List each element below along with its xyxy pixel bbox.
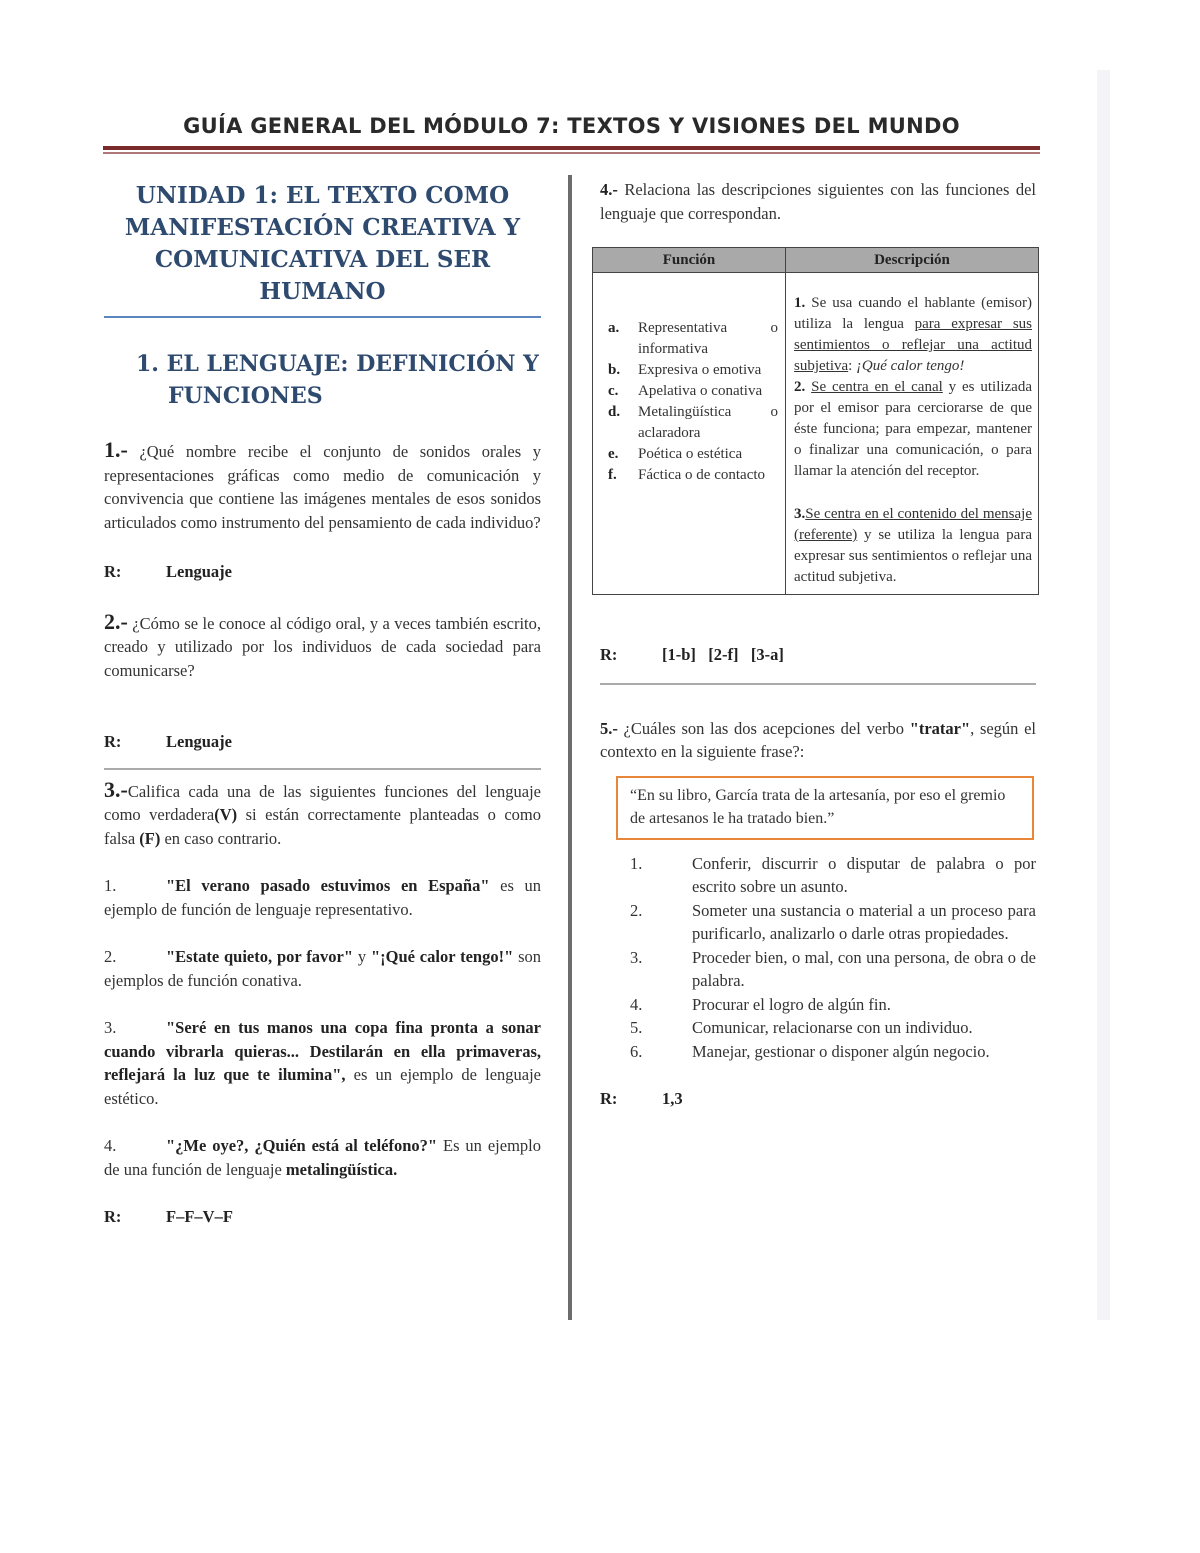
meaning-item: 3. Proceder bien, o mal, con una persona, de obra o de palabra. xyxy=(630,947,1036,990)
statement-item xyxy=(104,1134,541,1181)
answer-5 xyxy=(600,1087,1036,1111)
left-column xyxy=(104,178,541,1229)
item-quote: "¡Qué calor tengo!" xyxy=(370,947,514,966)
item-quote: "El verano pasado estuvimos en España" xyxy=(166,876,490,895)
quote-box: “En su libro, García trata de la artesanía, por eso el gremio de artesanos le ha tratado bien.” xyxy=(616,776,1034,840)
answer-label: R: xyxy=(104,1207,122,1226)
item-number: 4. xyxy=(104,1136,117,1155)
statement-item xyxy=(104,1016,541,1110)
answer-value: Lenguaje xyxy=(166,562,232,581)
item-number: 1. xyxy=(104,876,117,895)
question-text: , según el contexto en la siguiente frase?: xyxy=(600,718,1037,761)
function-item: c. Apelativa o conativa xyxy=(608,383,763,399)
question-text-bold: (V) xyxy=(214,805,238,824)
answer-label: R: xyxy=(104,562,122,581)
meanings-list xyxy=(630,852,1036,1064)
function-item: e. Poética o estética xyxy=(608,446,743,462)
item-text: Es un ejemplo de una función de lenguaje xyxy=(104,1136,542,1179)
descriptions-cell xyxy=(786,273,1039,595)
right-column xyxy=(600,178,1036,1111)
answer-value: 1,3 xyxy=(662,1089,683,1108)
question-separator xyxy=(104,768,541,770)
function-item: f. Fáctica o de contacto xyxy=(608,467,766,483)
question-5 xyxy=(600,717,1036,764)
item-quote: "Estate quieto, por favor" xyxy=(166,947,354,966)
statement-item xyxy=(104,945,541,992)
answer-label: R: xyxy=(600,1089,618,1108)
unit-title-line: HUMANO xyxy=(259,278,386,305)
description-3: 3.Se centra en el contenido del mensaje (referente) y se utiliza la lengua para expresar sus sentimientos o reflejar una actitud subjetiva. xyxy=(794,506,1032,585)
answer-value: [1-b] [2-f] [3-a] xyxy=(662,645,784,664)
answer-3 xyxy=(104,1205,541,1229)
viewer-side-strip xyxy=(1097,70,1110,1320)
table-header-descripcion: Descripción xyxy=(786,248,1039,273)
question-text-bold: (F) xyxy=(139,828,161,848)
item-text: es un ejemplo de lenguaje estético. xyxy=(104,1065,542,1108)
answer-2 xyxy=(104,730,541,754)
question-3 xyxy=(104,778,541,851)
unit-title-line: COMUNICATIVA DEL SER xyxy=(154,246,491,273)
answer-1 xyxy=(104,560,541,584)
question-number: 3.- xyxy=(104,776,128,802)
page-title: GUÍA GENERAL DEL MÓDULO 7: TEXTOS Y VISIONES DEL MUNDO xyxy=(183,114,960,138)
question-separator xyxy=(600,683,1036,685)
statement-item xyxy=(104,874,541,921)
description-1: 1. Se usa cuando el hablante (emisor) utiliza la lengua para expresar sus sentimientos o reflejar una actitud subjetiva: ¡Qué calor tengo! xyxy=(794,295,1032,374)
function-item: b. Expresiva o emotiva xyxy=(608,362,762,378)
meaning-item: 5. Comunicar, relacionarse con un individuo. xyxy=(630,1018,973,1037)
unit-title xyxy=(104,180,541,308)
question-4 xyxy=(600,178,1036,225)
question-text: Califica cada una de las siguientes funciones del lenguaje como verdadera xyxy=(104,781,541,824)
question-text: si están correctamente planteadas o como falsa xyxy=(104,805,541,848)
function-item: a. Representativa o informativa xyxy=(608,320,778,357)
section-title xyxy=(136,348,541,412)
meaning-item: 4. Procurar el logro de algún fin. xyxy=(630,994,891,1014)
question-number: 1.- xyxy=(104,437,128,462)
column-divider xyxy=(568,175,572,1320)
question-number: 4.- xyxy=(600,180,618,199)
header-rule-thin xyxy=(103,152,1040,154)
question-text: ¿Cuáles son las dos acepciones del verbo xyxy=(623,718,910,738)
question-text: en caso contrario. xyxy=(160,828,282,848)
question-number: 5.- xyxy=(600,718,618,738)
unit-title-line: MANIFESTACIÓN CREATIVA Y xyxy=(124,214,521,241)
item-text: es un ejemplo de función de lenguaje representativo. xyxy=(104,876,541,919)
item-number: 2. xyxy=(104,947,117,966)
unit-rule xyxy=(104,316,541,318)
header-rule xyxy=(103,146,1040,150)
answer-4 xyxy=(600,643,1036,667)
meaning-item: 1. Conferir, discurrir o disputar de palabra o por escrito sobre un asunto. xyxy=(630,853,1036,896)
question-verb: "tratar" xyxy=(909,718,971,738)
function-item: d. Metalingüística o aclaradora xyxy=(608,404,778,441)
item-quote: "¿Me oye?, ¿Quién está al teléfono?" xyxy=(166,1136,438,1155)
item-number: 3. xyxy=(104,1018,117,1037)
section-title-line: FUNCIONES xyxy=(168,383,323,409)
functions-table xyxy=(592,247,1039,595)
question-1 xyxy=(104,438,541,534)
description-2: 2. Se centra en el canal y es utilizada por el emisor para cerciorarse de que éste funciona; para empezar, mantener o finalizar una comunicación, o para llamar la atención del receptor. xyxy=(794,379,1033,479)
functions-cell xyxy=(593,273,786,595)
question-text: ¿Cómo se le conoce al código oral, y a veces también escrito, creado y utilizado por los individuos de cada sociedad para comunicarse? xyxy=(104,613,541,680)
question-text: ¿Qué nombre recibe el conjunto de sonidos orales y representaciones gráficas como medio de comunicación y convivencia que contiene las imágenes mentales de esos sonidos articulados como instrumento del pensamiento de cada individuo? xyxy=(104,442,542,532)
unit-title-line: UNIDAD 1: EL TEXTO COMO xyxy=(135,182,510,209)
meaning-item: 2. Someter una sustancia o material a un proceso para purificarlo, analizarlo o darle otras propiedades. xyxy=(630,900,1036,943)
answer-value: Lenguaje xyxy=(166,732,232,751)
meaning-item: 6. Manejar, gestionar o disponer algún negocio. xyxy=(630,1041,990,1061)
item-text: y xyxy=(353,947,371,966)
table-header-funcion: Función xyxy=(593,248,786,273)
item-text: son ejemplos de función conativa. xyxy=(104,947,542,990)
question-text: Relaciona las descripciones siguientes con las funciones del lenguaje que correspondan. xyxy=(600,180,1037,223)
answer-label: R: xyxy=(600,645,618,664)
question-2 xyxy=(104,610,541,683)
item-text-bold: metalingüística. xyxy=(285,1159,398,1179)
question-number: 2.- xyxy=(104,608,128,634)
section-title-line: 1. EL LENGUAJE: DEFINICIÓN Y xyxy=(136,351,539,377)
answer-value: F–F–V–F xyxy=(166,1207,233,1226)
item-quote: "Seré en tus manos una copa fina pronta a sonar cuando vibrarla quieras... Destilarán en ella primaveras, reflejará la luz que te ilumina", xyxy=(104,1018,541,1084)
answer-label: R: xyxy=(104,732,122,751)
